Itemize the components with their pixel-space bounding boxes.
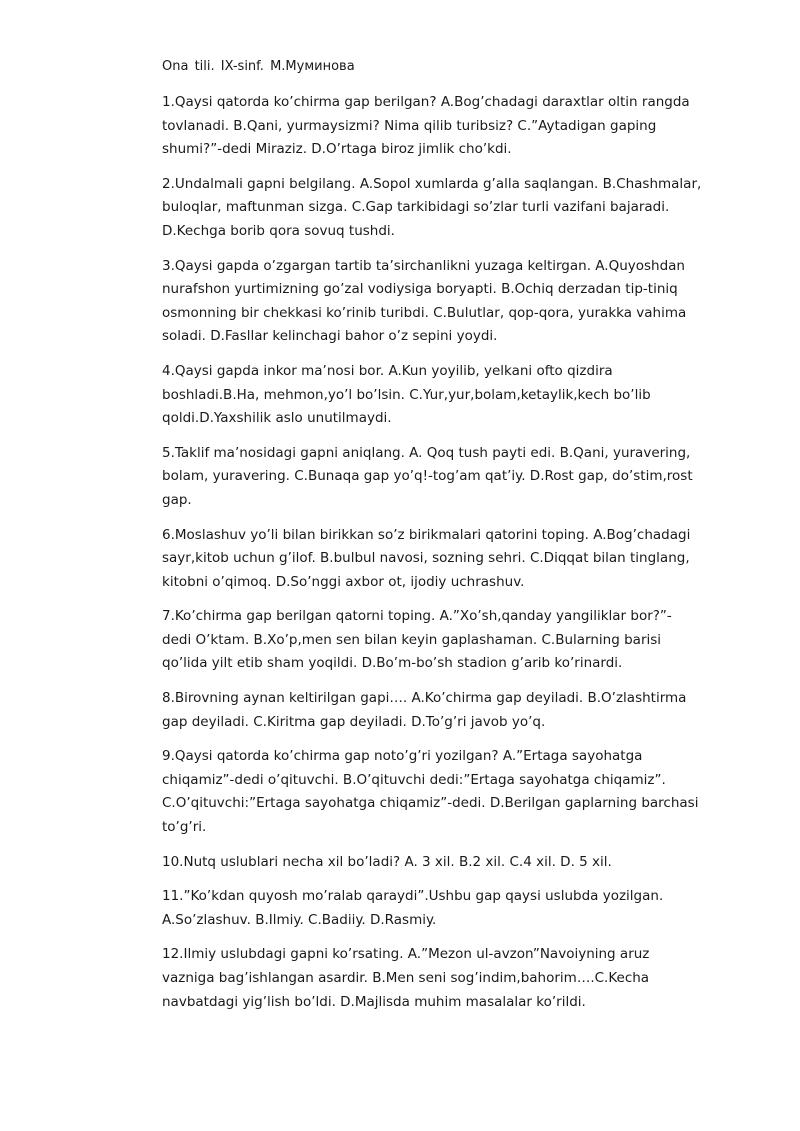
- page-header: Ona tili. IX-sinf. М.Муминова: [162, 59, 355, 74]
- question-4: 4.Qaysi gapda inkor ma’nosi bor. A.Kun yoyilib, yelkani ofto qizdira boshladi.B.Ha, mehmon,yo’l bo’lsin. C.Yur,yur,bolam,ketaylik,kech bo’lib qoldi.D.Yaxshilik aslo unutilmaydi.: [162, 362, 651, 427]
- question-5: 5.Taklif ma’nosidagi gapni aniqlang. A. Qoq tush payti edi. B.Qani, yuravering, bolam, yuravering. C.Bunaqa gap yo’q!-tog’am qat’iy. D.Rost gap, do’stim,rost gap.: [162, 444, 693, 508]
- question-11: 11.”Ko’kdan quyosh mo’ralab qaraydi”.Ushbu gap qaysi uslubda yozilgan. A.So’zlashuv. B.Ilmiy. C.Badiiy. D.Rasmiy.: [162, 888, 664, 928]
- question-1: 1.Qaysi qatorda ko’chirma gap berilgan? A.Bog’chadagi daraxtlar oltin rangda tovlanadi. B.Qani, yurmaysizmi? Nima qilib turibsiz? C.”Aytadigan gaping shumi?”-dedi Miraziz. D.O’rtaga biroz jimlik cho’kdi.: [162, 94, 690, 158]
- document-page: [162, 58, 702, 1025]
- question-12: 12.Ilmiy uslubdagi gapni ko’rsating. A.”Mezon ul-avzon”Navoiyning aruz vazniga bag’ishlangan asardir. B.Men seni sog’indim,bahorim….C.Kecha navbatdagi yig’lish bo’ldi. D.Majlisda muhim masalalar ko’rildi.: [162, 946, 650, 1010]
- question-7: 7.Ko’chirma gap berilgan qatorni toping. A.”Xo’sh,qanday yangiliklar bor?”- dedi O’ktam. B.Xo’p,men sen bilan keyin gaplashaman. C.Bularning barisi qo’lida yilt etib sham yoqildi. D.Bo’m-bo’sh stadion g’arib ko’rinardi.: [162, 608, 672, 672]
- question-9: 9.Qaysi qatorda ko’chirma gap noto’g’ri yozilgan? A.”Ertaga sayohatga chiqamiz”-dedi o’qituvchi. B.O’qituvchi dedi:”Ertaga sayohatga chiqamiz”. C.O’qituvchi:”Ertaga sayohatga chiqamiz”-dedi. D.Berilgan gaplarning barchasi to’g’ri.: [162, 748, 699, 836]
- question-6: 6.Moslashuv yo’li bilan birikkan so’z birikmalari qatorini toping. A.Bog’chadagi sayr,kitob uchun g’ilof. B.bulbul navosi, sozning sehri. C.Diqqat bilan tinglang, kitobni o’qimoq. D.So’nggi axbor ot, ijodiy uchrashuv.: [162, 526, 691, 590]
- question-3: 3.Qaysi gapda o’zgargan tartib ta’sirchanlikni yuzaga keltirgan. A.Quyoshdan nurafshon yurtimizning go’zal vodiysiga boryapti. B.Ochiq derzadan tip-tiniq osmonning bir chekkasi ko’rinib turibdi. C.Bulutlar, qop-qora, yurakka vahima soladi. D.Fasllar kelinchagi bahor o’z sepini yoydi.: [162, 257, 687, 345]
- question-2: 2.Undalmali gapni belgilang. A.Sopol xumlarda g’alla saqlangan. B.Chashmalar, buloqlar, maftunman sizga. C.Gap tarkibidagi so’zlar turli vazifani bajaradi. D.Kechga borib qora sovuq tushdi.: [162, 175, 702, 239]
- question-10: 10.Nutq uslublari necha xil bo’ladi? A. 3 xil. B.2 xil. C.4 xil. D. 5 xil.: [162, 853, 612, 870]
- question-8: 8.Birovning aynan keltirilgan gapi…. A.Ko’chirma gap deyiladi. B.O’zlashtirma gap deyiladi. C.Kiritma gap deyiladi. D.To’g’ri javob yo’q.: [162, 690, 687, 730]
